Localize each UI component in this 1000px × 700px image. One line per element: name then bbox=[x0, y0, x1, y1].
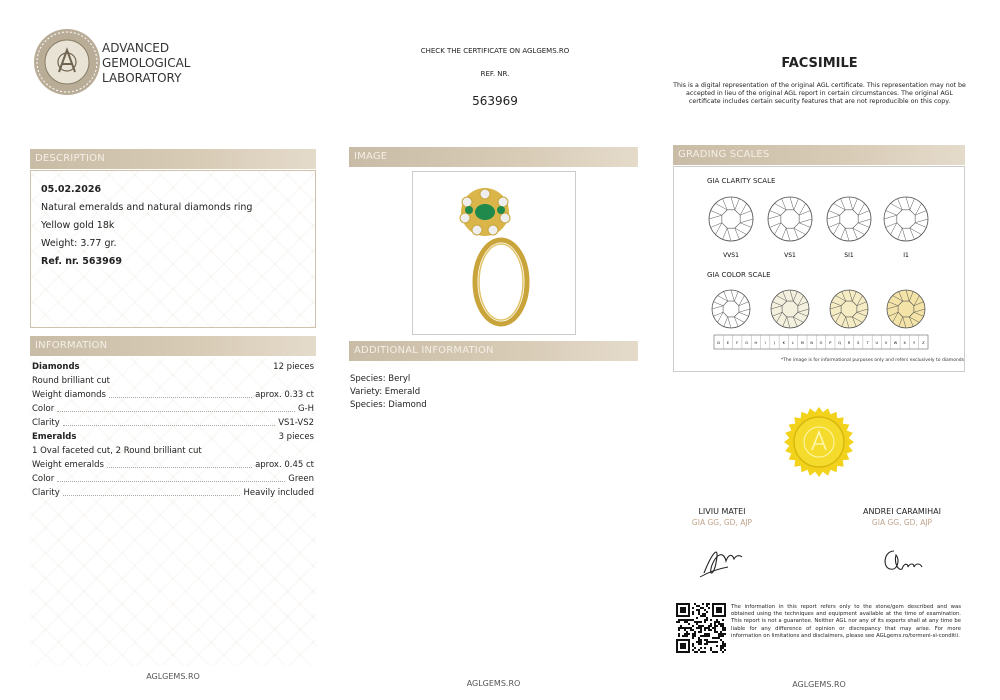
ring-icon bbox=[413, 172, 575, 334]
info-label: Emeralds bbox=[32, 432, 77, 442]
color-grade-letter: I bbox=[764, 341, 766, 345]
color-grade-letter: Y bbox=[912, 341, 916, 345]
ref-label: REF. NR. bbox=[480, 70, 510, 78]
signature-image bbox=[662, 533, 782, 583]
ref-number: 563969 bbox=[472, 94, 518, 108]
signer-credentials: GIA GG, GD, AJP bbox=[691, 518, 753, 527]
info-row bbox=[32, 402, 314, 416]
description-weight: Weight: 3.77 gr. bbox=[41, 238, 117, 249]
color-grade-letter: S bbox=[857, 341, 860, 345]
color-diamond-icon bbox=[887, 290, 925, 328]
color-grade-letter: K bbox=[782, 341, 785, 345]
information-box bbox=[30, 358, 316, 666]
lab-name-line: LABORATORY bbox=[102, 71, 182, 85]
color-grade-letter: T bbox=[866, 341, 869, 345]
additional-info bbox=[350, 373, 427, 412]
facsimile-title: FACSIMILE bbox=[781, 56, 858, 71]
color-grade-letter: W bbox=[893, 341, 898, 345]
info-label: Round brilliant cut bbox=[32, 376, 110, 386]
signature-block-2 bbox=[842, 507, 962, 587]
info-leader bbox=[109, 397, 252, 398]
signature-image bbox=[842, 533, 962, 583]
color-grade-letter: Q bbox=[838, 341, 841, 345]
info-row bbox=[32, 458, 314, 472]
color-grade-letter: N bbox=[810, 341, 814, 345]
additional-line: Species: Beryl bbox=[350, 374, 411, 384]
gold-seal-icon bbox=[783, 406, 855, 478]
lab-seal-icon bbox=[33, 28, 101, 96]
info-value: VS1-VS2 bbox=[278, 418, 314, 428]
info-value: aprox. 0.45 ct bbox=[255, 460, 314, 470]
description-box bbox=[30, 170, 316, 328]
info-value: Green bbox=[288, 474, 314, 484]
info-leader bbox=[107, 467, 252, 468]
color-diamond-icon bbox=[830, 290, 868, 328]
check-certificate-label: CHECK THE CERTIFICATE ON AGLGEMS.RO bbox=[420, 47, 570, 55]
info-value: Heavily included bbox=[243, 488, 314, 498]
lab-name-line: ADVANCED bbox=[102, 41, 170, 55]
additional-header: ADDITIONAL INFORMATION bbox=[349, 341, 638, 361]
info-label: Weight emeralds bbox=[32, 460, 104, 470]
description-date: 05.02.2026 bbox=[41, 184, 102, 195]
description-ref: Ref. nr. 563969 bbox=[41, 256, 122, 267]
color-grade-letter: O bbox=[819, 341, 823, 345]
signature-block-1 bbox=[662, 507, 782, 587]
color-grade-letter: Z bbox=[922, 341, 925, 345]
clarity-label: I1 bbox=[903, 252, 909, 259]
gold-seal bbox=[783, 406, 855, 478]
color-grade-letter: G bbox=[745, 341, 748, 345]
color-grade-letter: D bbox=[717, 341, 721, 345]
lab-name bbox=[102, 41, 191, 86]
product-image bbox=[412, 171, 576, 335]
info-label: Weight diamonds bbox=[32, 390, 106, 400]
info-leader bbox=[63, 425, 275, 426]
info-row bbox=[32, 430, 314, 444]
information-header: INFORMATION bbox=[30, 336, 316, 356]
info-value: G-H bbox=[297, 404, 314, 414]
description-metal: Yellow gold 18k bbox=[41, 220, 115, 231]
info-row bbox=[32, 388, 314, 402]
color-grade-letter: E bbox=[726, 341, 730, 345]
description-item: Natural emeralds and natural diamonds ring bbox=[41, 202, 253, 213]
clarity-diamond-icon bbox=[827, 197, 871, 241]
lab-logo bbox=[33, 28, 101, 96]
info-row bbox=[32, 486, 314, 500]
signer-credentials: GIA GG, GD, AJP bbox=[871, 518, 933, 527]
color-grade-letter: F bbox=[736, 341, 739, 345]
signer-name: LIVIU MATEI bbox=[698, 507, 746, 516]
info-label: 1 Oval faceted cut, 2 Round brilliant cut bbox=[32, 446, 202, 456]
info-value: 12 pieces bbox=[273, 362, 314, 372]
clarity-diamond-icon bbox=[884, 197, 928, 241]
color-grade-letter: U bbox=[875, 341, 879, 345]
footer-website[interactable]: AGLGEMS.RO bbox=[146, 672, 200, 681]
qr-code-icon bbox=[676, 603, 726, 653]
signer-name: ANDREI CARAMIHAI bbox=[862, 507, 941, 516]
clarity-label: VVS1 bbox=[723, 252, 739, 259]
disclaimer-text: The information in this report refers only to the stone/gem described and was obtained using the techniques and equipment available at the time of examination. This report is not a guarantee. Neither AGL nor any of its experts shall at any time be liable for any difference of opinion or discrepancy that may arise. For more information on limitations and disclaimers, please see AGLgems.ro/termeni-si-conditii. bbox=[731, 604, 961, 639]
info-label: Diamonds bbox=[32, 362, 80, 372]
info-row bbox=[32, 416, 314, 430]
grading-box bbox=[673, 166, 965, 372]
info-label: Color bbox=[32, 404, 55, 414]
facsimile-text: This is a digital representation of the original AGL certificate. This representation may not be accepted in lieu of the original AGL report in certain circumstances. The original AGL certificate includes certain security features that are not reproducible on this copy. bbox=[673, 82, 966, 105]
grading-diagrams bbox=[674, 167, 964, 372]
info-row bbox=[32, 374, 314, 388]
info-label: Clarity bbox=[32, 418, 60, 428]
clarity-scale-title: GIA CLARITY SCALE bbox=[707, 177, 776, 185]
additional-line: Variety: Emerald bbox=[350, 387, 421, 397]
color-grade-letter: M bbox=[800, 341, 804, 345]
color-grade-letter: H bbox=[754, 341, 758, 345]
color-diamond-icon bbox=[712, 290, 750, 328]
footer-website[interactable]: AGLGEMS.RO bbox=[792, 680, 846, 689]
lab-name-line: GEMOLOGICAL bbox=[102, 56, 191, 70]
image-header: IMAGE bbox=[349, 147, 638, 167]
grading-note: *The image is for informational purposes only and refers exclusively to diamonds bbox=[780, 358, 964, 363]
info-row bbox=[32, 360, 314, 374]
color-grade-letter: X bbox=[903, 341, 906, 345]
clarity-label: SI1 bbox=[844, 252, 854, 259]
clarity-diamond-icon bbox=[768, 197, 812, 241]
color-diamond-icon bbox=[771, 290, 809, 328]
footer-website[interactable]: AGLGEMS.RO bbox=[466, 679, 521, 688]
additional-line: Species: Diamond bbox=[350, 400, 427, 410]
grading-header: GRADING SCALES bbox=[673, 145, 965, 165]
color-scale-title: GIA COLOR SCALE bbox=[707, 271, 771, 279]
info-value: 3 pieces bbox=[278, 432, 314, 442]
info-row bbox=[32, 472, 314, 486]
info-leader bbox=[57, 481, 285, 482]
description-header: DESCRIPTION bbox=[30, 149, 316, 169]
color-grade-letter: R bbox=[847, 341, 851, 345]
info-leader bbox=[63, 495, 241, 496]
color-grade-letter: L bbox=[792, 341, 795, 345]
info-row bbox=[32, 444, 314, 458]
info-leader bbox=[57, 411, 295, 412]
color-grade-letter: P bbox=[829, 341, 832, 345]
color-grade-letter: V bbox=[884, 341, 888, 345]
info-label: Color bbox=[32, 474, 55, 484]
clarity-diamond-icon bbox=[709, 197, 753, 241]
qr-code[interactable] bbox=[676, 603, 726, 653]
info-label: Clarity bbox=[32, 488, 60, 498]
clarity-label: VS1 bbox=[784, 252, 796, 259]
info-value: aprox. 0.33 ct bbox=[255, 390, 314, 400]
color-grade-letter: J bbox=[773, 341, 776, 345]
